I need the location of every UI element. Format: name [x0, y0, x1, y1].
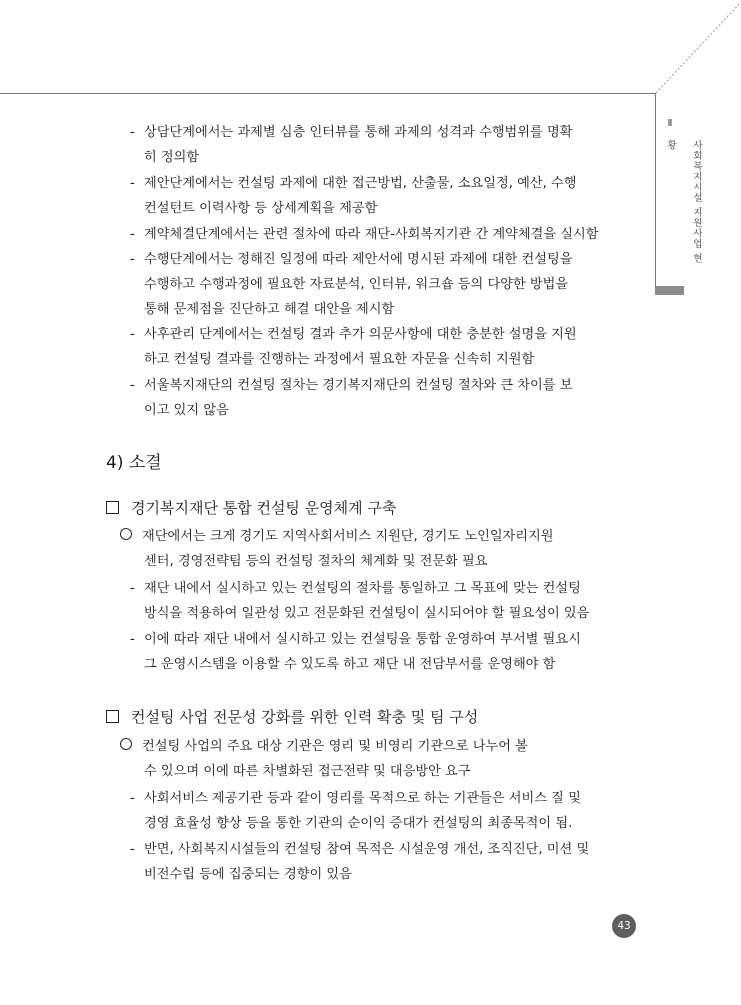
list-item: - 상담단계에서는 과제별 심층 인터뷰를 통해 과제의 성격과 수행범위를 명확 — [130, 125, 573, 140]
circle-bullet — [120, 738, 132, 750]
list-item-continuation: 수행하고 수행과정에 필요한 자료분석, 인터뷰, 워크숍 등의 다양한 방법을 — [144, 277, 569, 292]
box-heading: 경기복지재단 통합 컨설팅 운영체계 구축 — [106, 496, 396, 520]
circle-bullet — [120, 528, 132, 540]
header-rule — [0, 93, 656, 94]
list-item-continuation: 통해 문제점을 진단하고 해결 대안을 제시함 — [144, 302, 395, 317]
list-item: - 사회서비스 제공기관 등과 같이 영리를 목적으로 하는 기관들은 서비스 질 및 — [130, 791, 581, 806]
list-item: - 재단 내에서 실시하고 있는 컨설팅의 절차를 통일하고 그 목표에 맞는 컨설팅 — [130, 581, 581, 596]
list-item: - 서울복지재단의 컨설팅 절차는 경기복지재단의 컨설팅 절차와 큰 차이를 보 — [130, 378, 573, 393]
page-corner-decoration — [640, 0, 741, 95]
list-item: - 수행단계에서는 정해진 일정에 따라 제안서에 명시된 과제에 대한 컨설팅을 — [130, 252, 573, 267]
side-tab-bar — [655, 286, 684, 295]
list-item: - 반면, 사회복지시설들의 컨설팅 참여 목적은 시설운영 개선, 조직진단, 미션 및 — [130, 842, 590, 857]
side-divider — [655, 93, 656, 288]
section-title: 4) 소결 — [106, 453, 162, 473]
list-item-continuation: 방식을 적용하여 일관성 있고 전문화된 컨설팅이 실시되어야 할 필요성이 있음 — [144, 606, 590, 621]
list-item-continuation: 수 있으며 이에 따른 차별화된 접근전략 및 대응방안 요구 — [144, 764, 471, 779]
list-item-continuation: 이고 있지 않음 — [144, 403, 229, 418]
list-item-continuation: 비전수립 등에 집중되는 경향이 있음 — [144, 867, 352, 882]
list-item-continuation: 그 운영시스템을 이용할 수 있도록 하고 재단 내 전담부서를 운영해야 함 — [144, 657, 556, 672]
circle-list-item: 재단에서는 크게 경기도 지역사회서비스 지원단, 경기도 노인일자리지원 — [120, 526, 554, 548]
list-item: - 사후관리 단계에서는 컨설팅 결과 추가 의문사항에 대한 충분한 설명을 지원 — [130, 327, 577, 342]
circle-list-item: 컨설팅 사업의 주요 대상 기관은 영리 및 비영리 기관으로 나누어 볼 — [120, 736, 528, 758]
page-number: 43 — [612, 914, 636, 938]
list-item: - 제안단계에서는 컨설팅 과제에 대한 접근방법, 산출물, 소요일정, 예산, 수행 — [130, 176, 577, 191]
chapter-side-tab — [657, 118, 702, 278]
list-item: - 이에 따라 재단 내에서 실시하고 있는 컨설팅을 통합 운영하여 부서별 필요시 — [130, 632, 581, 647]
list-item-continuation: 센터, 경영전략팀 등의 컨설팅 절차의 체계화 및 전문화 필요 — [144, 554, 488, 569]
list-item-continuation: 경영 효율성 향상 등을 통한 기관의 순이익 증대가 컨설팅의 최종목적이 됨. — [144, 816, 573, 831]
list-item-continuation: 하고 컨설팅 결과를 진행하는 과정에서 필요한 자문을 신속히 지원함 — [144, 352, 535, 367]
chapter-title: 사회복지시설 지원사업 현황 — [665, 140, 702, 264]
chapter-number: Ⅱ — [667, 118, 673, 129]
checkbox-bullet — [106, 501, 119, 514]
list-item-continuation: 히 정의함 — [144, 150, 200, 165]
box-heading: 컨설팅 사업 전문성 강화를 위한 인력 확충 및 팀 구성 — [106, 705, 478, 729]
list-item: - 계약체결단계에서는 관련 절차에 따라 재단-사회복지기관 간 계약체결을 실시함 — [130, 227, 599, 242]
checkbox-bullet — [106, 710, 119, 723]
list-item-continuation: 컨설턴트 이력사항 등 상세계획을 제공함 — [144, 201, 378, 216]
